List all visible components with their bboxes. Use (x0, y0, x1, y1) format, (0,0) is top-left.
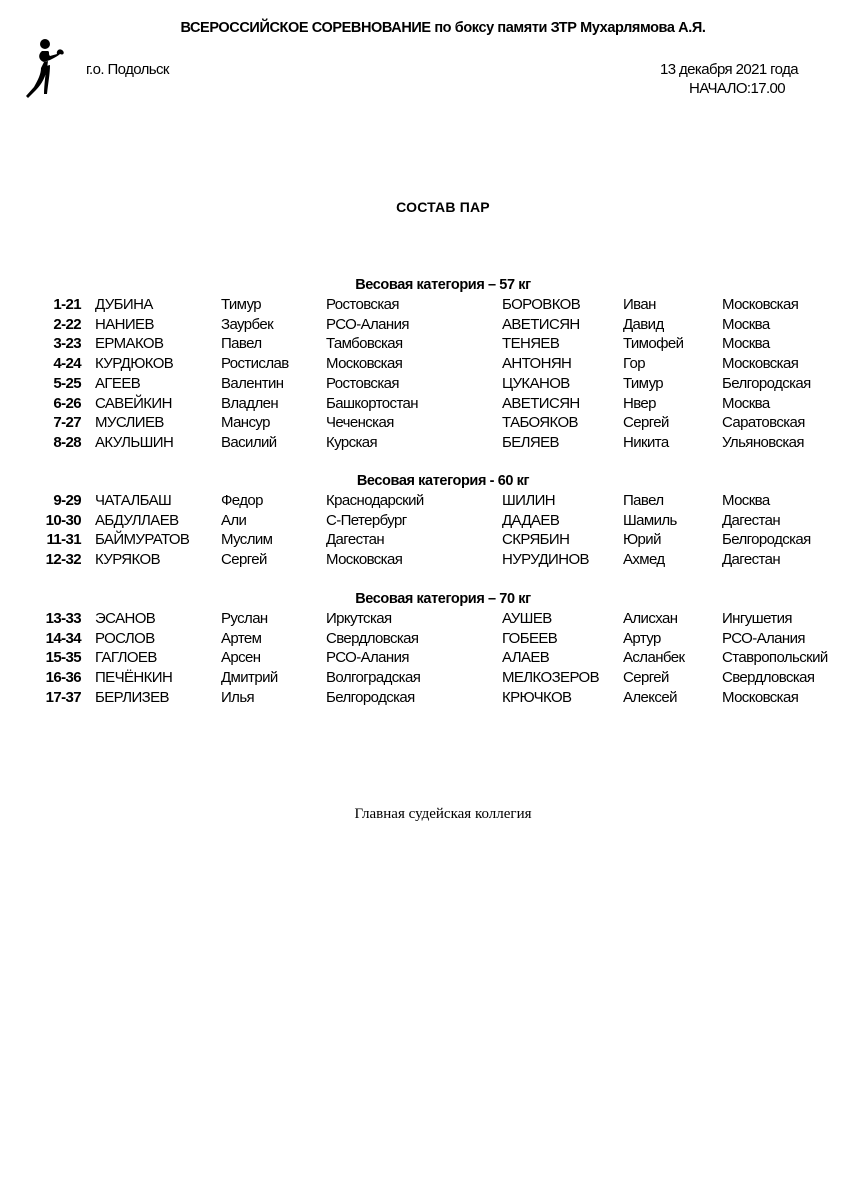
pair-row (0, 355, 849, 375)
fighter-last-name: ЭСАНОВ (95, 610, 156, 627)
fighter-last-name: КУРЯКОВ (95, 551, 160, 569)
opponent-last-name: ГОБЕЕВ (502, 629, 558, 647)
opponent-first-name: Никита (623, 433, 669, 451)
pair-number: 13-33 (45, 610, 81, 627)
opponent-first-name: Нвер (623, 394, 656, 412)
fighter-first-name: Сергей (221, 551, 267, 569)
fighter-region: Ростовская (326, 374, 399, 392)
weight-category-title: Весовая категория - 60 кг (356, 473, 530, 489)
pair-row (0, 669, 849, 689)
pair-row (0, 610, 849, 630)
fighter-first-name: Заурбек (221, 315, 274, 333)
fighter-region: Дагестан (326, 531, 385, 549)
fighter-last-name: ПЕЧЁНКИН (95, 669, 173, 687)
fighter-last-name: РОСЛОВ (95, 629, 155, 647)
opponent-region: Свердловская (722, 669, 815, 687)
pair-row (0, 296, 849, 316)
pair-number: 7-27 (53, 414, 81, 432)
fighter-region: Чеченская (326, 414, 394, 432)
pair-row (0, 512, 849, 532)
opponent-region: Московская (722, 296, 799, 313)
pair-row (0, 630, 849, 650)
fighter-region: РСО-Алания (326, 649, 409, 667)
opponent-last-name: АВЕТИСЯН (502, 394, 580, 412)
fighter-region: Иркутская (326, 610, 392, 627)
weight-category-title: Весовая категория – 57 кг (355, 277, 531, 293)
fighter-region: С-Петербург (326, 511, 407, 529)
opponent-region: Ставропольский (722, 649, 828, 667)
fighter-last-name: АБДУЛЛАЕВ (95, 511, 179, 529)
opponent-region: Москва (722, 335, 770, 353)
fighter-last-name: МУСЛИЕВ (95, 414, 164, 432)
fighter-first-name: Илья (221, 688, 255, 706)
opponent-first-name: Иван (623, 296, 656, 313)
opponent-region: Белгородская (722, 374, 811, 392)
fighter-last-name: ГАГЛОЕВ (95, 649, 157, 667)
pair-number: 9-29 (53, 492, 81, 509)
pair-number: 6-26 (53, 394, 81, 412)
pair-number: 14-34 (45, 629, 81, 647)
pair-number: 3-23 (53, 335, 81, 353)
opponent-region: Саратовская (722, 414, 805, 432)
fighter-region: Ростовская (326, 296, 399, 313)
pair-number: 1-21 (53, 296, 81, 313)
pair-row (0, 395, 849, 415)
opponent-last-name: ТЕНЯЕВ (502, 335, 560, 353)
opponent-first-name: Сергей (623, 414, 669, 432)
opponent-region: Москва (722, 394, 770, 412)
fighter-last-name: КУРДЮКОВ (95, 355, 174, 373)
document-title: ВСЕРОССИЙСКОЕ СОРЕВНОВАНИЕ по боксу памяти ЗТР Мухарлямова А.Я. (180, 20, 706, 36)
fighter-first-name: Мансур (221, 414, 270, 432)
opponent-last-name: АВЕТИСЯН (502, 315, 580, 333)
pair-number: 12-32 (45, 551, 81, 569)
pair-row (0, 492, 849, 512)
fighter-first-name: Федор (221, 492, 263, 509)
fighter-last-name: ЧАТАЛБАШ (95, 492, 172, 509)
fighter-region: Московская (326, 355, 403, 373)
pair-row (0, 335, 849, 355)
fighter-region: Башкортостан (326, 394, 418, 412)
opponent-last-name: ТАБОЯКОВ (502, 414, 578, 432)
fighter-region: Курская (326, 433, 378, 451)
opponent-region: Ингушетия (722, 610, 792, 627)
fighter-first-name: Артем (221, 629, 262, 647)
pair-number: 15-35 (45, 649, 81, 667)
pair-row (0, 689, 849, 709)
fighter-region: Белгородская (326, 688, 415, 706)
opponent-region: Московская (722, 355, 799, 373)
fighter-last-name: ЕРМАКОВ (95, 335, 164, 353)
opponent-region: Ульяновская (722, 433, 804, 451)
opponent-last-name: БОРОВКОВ (502, 296, 581, 313)
fighter-first-name: Владлен (221, 394, 279, 412)
opponent-last-name: МЕЛКОЗЕРОВ (502, 669, 599, 687)
opponent-last-name: ШИЛИН (502, 492, 555, 509)
opponent-last-name: БЕЛЯЕВ (502, 433, 559, 451)
opponent-first-name: Асланбек (623, 649, 685, 667)
opponent-last-name: НУРУДИНОВ (502, 551, 589, 569)
opponent-first-name: Гор (623, 355, 646, 373)
pair-number: 16-36 (45, 669, 81, 687)
opponent-last-name: СКРЯБИН (502, 531, 570, 549)
pair-row (0, 375, 849, 395)
opponent-last-name: ЦУКАНОВ (502, 374, 570, 392)
pair-number: 4-24 (53, 355, 81, 373)
pair-number: 17-37 (45, 688, 81, 706)
fighter-first-name: Муслим (221, 531, 273, 549)
fighter-last-name: НАНИЕВ (95, 315, 154, 333)
fighter-first-name: Тимур (221, 296, 262, 313)
fighter-region: Волгоградская (326, 669, 421, 687)
city: г.о. Подольск (86, 61, 169, 78)
fighter-first-name: Дмитрий (221, 669, 278, 687)
boxer-logo-icon (24, 38, 70, 105)
fighter-first-name: Павел (221, 335, 262, 353)
pair-row (0, 649, 849, 669)
fighter-region: Московская (326, 551, 403, 569)
opponent-region: Белгородская (722, 531, 811, 549)
page-heading: СОСТАВ ПАР (396, 199, 490, 215)
fighter-region: Свердловская (326, 629, 419, 647)
fighter-region: Краснодарский (326, 492, 424, 509)
opponent-first-name: Шамиль (623, 511, 677, 529)
pair-number: 8-28 (53, 433, 81, 451)
opponent-first-name: Алисхан (623, 610, 678, 627)
opponent-first-name: Тимур (623, 374, 664, 392)
pair-number: 5-25 (53, 374, 81, 392)
footer-signature: Главная судейская коллегия (354, 806, 532, 822)
opponent-region: Москва (722, 315, 770, 333)
pair-number: 2-22 (53, 315, 81, 333)
fighter-region: РСО-Алания (326, 315, 409, 333)
pair-row (0, 531, 849, 551)
opponent-first-name: Тимофей (623, 335, 684, 353)
fighter-first-name: Василий (221, 433, 277, 451)
opponent-first-name: Сергей (623, 669, 669, 687)
fighter-first-name: Арсен (221, 649, 261, 667)
fighter-last-name: БАЙМУРАТОВ (95, 531, 190, 549)
opponent-last-name: АЛАЕВ (502, 649, 550, 667)
fighter-first-name: Ростислав (221, 355, 289, 373)
pair-row (0, 316, 849, 336)
fighter-last-name: ДУБИНА (95, 296, 153, 313)
pair-number: 10-30 (45, 511, 81, 529)
opponent-last-name: АУШЕВ (502, 610, 552, 627)
fighter-region: Тамбовская (326, 335, 403, 353)
opponent-region: РСО-Алания (722, 629, 805, 647)
start-time: НАЧАЛО:17.00 (688, 80, 785, 97)
fighter-last-name: АКУЛЬШИН (95, 433, 174, 451)
pair-row (0, 414, 849, 434)
fighter-first-name: Руслан (221, 610, 268, 627)
opponent-first-name: Ахмед (623, 551, 665, 569)
opponent-last-name: ДАДАЕВ (502, 511, 560, 529)
opponent-first-name: Алексей (623, 688, 677, 706)
opponent-region: Москва (722, 492, 770, 509)
pair-row (0, 551, 849, 571)
opponent-first-name: Артур (623, 629, 661, 647)
fighter-first-name: Али (221, 511, 247, 529)
pair-number: 11-31 (46, 531, 81, 549)
fighter-last-name: АГЕЕВ (95, 374, 141, 392)
opponent-first-name: Павел (623, 492, 664, 509)
pair-row (0, 434, 849, 454)
opponent-last-name: АНТОНЯН (502, 355, 572, 373)
opponent-last-name: КРЮЧКОВ (502, 688, 572, 706)
fighter-last-name: БЕРЛИЗЕВ (95, 688, 169, 706)
opponent-region: Дагестан (722, 511, 781, 529)
fighter-first-name: Валентин (221, 374, 284, 392)
fighter-last-name: САВЕЙКИН (95, 394, 172, 412)
opponent-first-name: Юрий (623, 531, 661, 549)
weight-category-title: Весовая категория – 70 кг (355, 591, 531, 607)
opponent-first-name: Давид (623, 315, 664, 333)
opponent-region: Дагестан (722, 551, 781, 569)
opponent-region: Московская (722, 688, 799, 706)
event-date: 13 декабря 2021 года (659, 61, 798, 78)
